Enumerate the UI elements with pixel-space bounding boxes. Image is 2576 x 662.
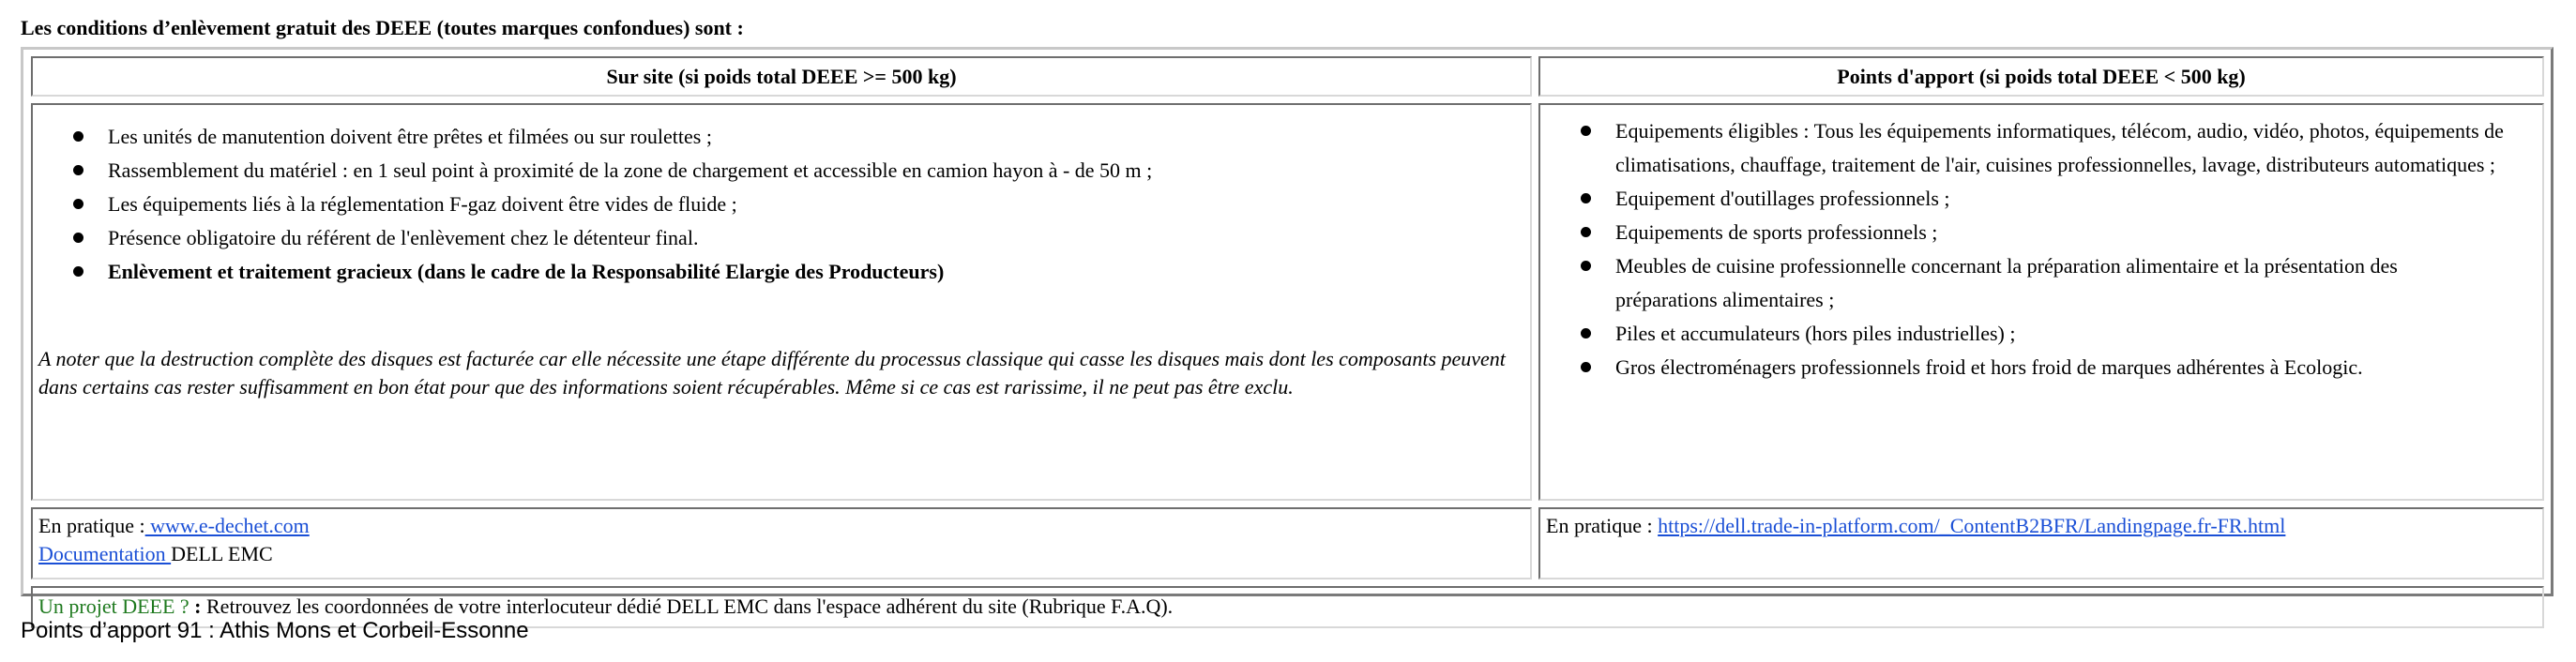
list-item: Rassemblement du matériel : en 1 seul point à proximité de la zone de chargement et accessible en camion hayon à - de 50 m ; xyxy=(108,154,1530,188)
list-item: Enlèvement et traitement gracieux (dans le cadre de la Responsabilité Elargie des Producteurs) xyxy=(108,255,1530,289)
header-on-site xyxy=(31,56,1532,97)
drop-points-91-heading: Points d’apport 91 : Athis Mons et Corbeil-Essonne xyxy=(21,618,529,643)
documentation-line xyxy=(38,540,1524,568)
drop-point-practice-cell xyxy=(1538,507,2544,579)
project-colon: : xyxy=(194,594,202,618)
e-dechet-link[interactable]: www.e-dechet.com xyxy=(144,514,310,537)
on-site-conditions-cell xyxy=(31,103,1532,501)
project-contact-text: Retrouvez les coordonnées de votre interlocuteur dédié DELL EMC dans l'espace adhérent du site (Rubrique F.A.Q). xyxy=(201,594,1174,618)
list-item: Gros électroménagers professionnels froid et hors froid de marques adhérentes à Ecologic. xyxy=(1615,351,2505,384)
list-item: Equipements éligibles : Tous les équipements informatiques, télécom, audio, vidéo, photos, équipements de climatisations, chauffage, traitement de l'air, cuisines professionnelles, lavage, distributeurs automatiques ; xyxy=(1615,114,2505,182)
header-drop-points xyxy=(1538,56,2544,97)
practice-label: En pratique : xyxy=(38,514,145,537)
drop-point-conditions-list xyxy=(1540,114,2542,384)
list-item: Equipements de sports professionnels ; xyxy=(1615,216,2505,249)
list-item: Piles et accumulateurs (hors piles industrielles) ; xyxy=(1615,317,2505,351)
header-on-site-label: Sur site (si poids total DEEE >= 500 kg) xyxy=(606,64,957,88)
header-drop-points-label: Points d'apport (si poids total DEEE < 500 kg) xyxy=(1837,64,2246,88)
documentation-suffix: DELL EMC xyxy=(171,542,273,565)
list-item: Les unités de manutention doivent être prêtes et filmées ou sur roulettes ; xyxy=(108,120,1530,154)
list-item: Les équipements liés à la réglementation F-gaz doivent être vides de fluide ; xyxy=(108,188,1530,221)
list-item: Présence obligatoire du référent de l'enlèvement chez le détenteur final. xyxy=(108,221,1530,255)
on-site-practice-line xyxy=(38,512,1524,540)
drop-point-conditions-cell xyxy=(1538,103,2544,501)
practice-label: En pratique : xyxy=(1546,514,1659,537)
intro-heading: Les conditions d’enlèvement gratuit des DEEE (toutes marques confondues) sont : xyxy=(21,16,744,39)
list-item: Meubles de cuisine professionnelle concernant la préparation alimentaire et la présentation des préparations alimentaires ; xyxy=(1615,249,2505,317)
on-site-conditions-list xyxy=(33,120,1530,289)
list-item: Equipement d'outillages professionnels ; xyxy=(1615,182,2505,216)
documentation-link[interactable]: Documentation xyxy=(38,542,172,565)
trade-in-platform-link[interactable]: https://dell.trade-in-platform.com/_ContentB2BFR/Landingpage.fr-FR.html xyxy=(1658,514,2286,537)
on-site-practice-cell xyxy=(31,507,1532,579)
project-question: Un projet DEEE ? xyxy=(38,594,195,618)
conditions-table xyxy=(21,47,2553,618)
disk-destruction-note: A noter que la destruction complète des disques est facturée car elle nécessite une étape différente du processus classique qui casse les disques mais dont les composants peuvent dans certains cas rester suffisamment en bon état pour que des informations soient récupérables. Même si ce cas est rarissime, il ne peut pas être exclu. xyxy=(38,347,1506,399)
